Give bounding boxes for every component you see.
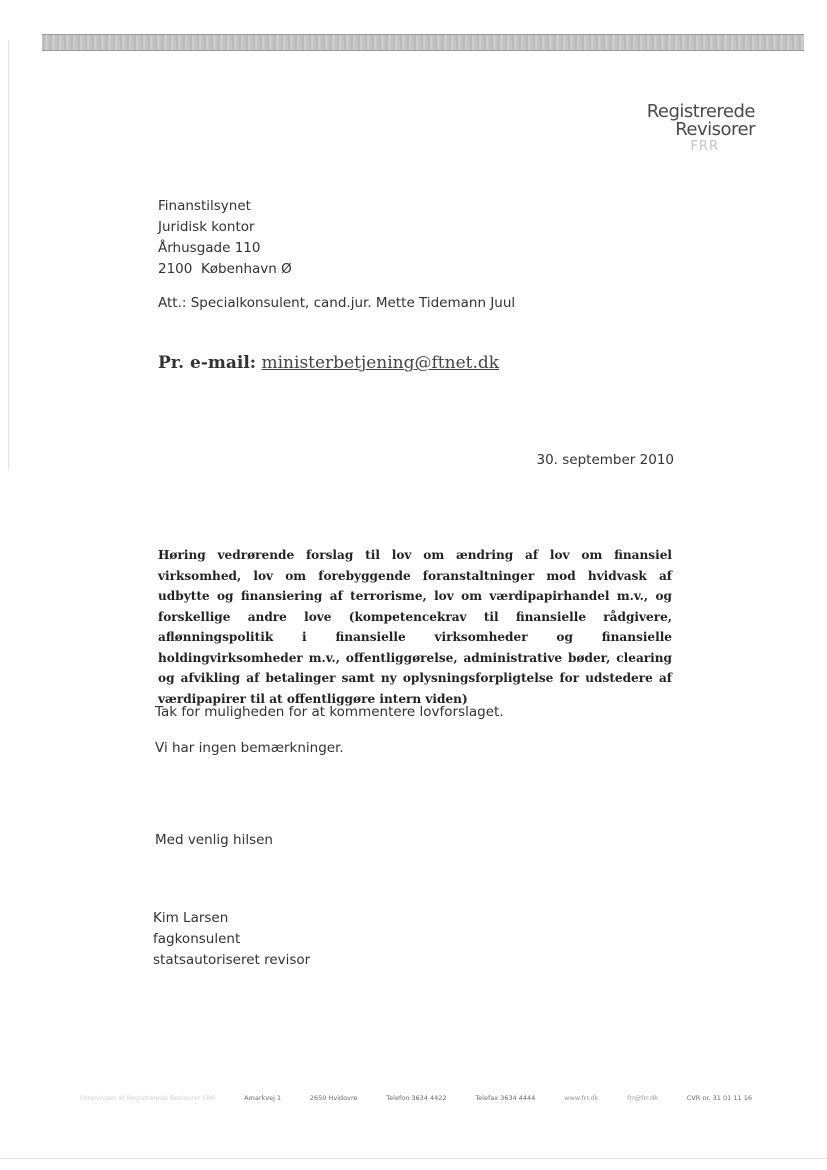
footer-city: 2650 Hvidovre [309,1094,358,1102]
recipient-department: Juridisk kontor [158,219,255,235]
body-paragraph-1: Tak for muligheden for at kommentere lovforslaget. [155,704,504,720]
recipient-name: Finanstilsynet [158,198,251,214]
email-line [158,353,499,373]
frr-logo [647,103,755,155]
footer-mail: frr@frr.dk [627,1094,659,1102]
scan-edge-line [8,40,9,470]
logo-line-3: FRR [690,139,719,154]
logo-line-1: Registrerede [646,101,755,122]
footer-street: Amarkvej 1 [244,1094,282,1102]
footer-org: Foreningen af Registrerede Revisorer FRR [80,1094,216,1102]
attention-line: Att.: Specialkonsulent, cand.jur. Mette Tidemann Juul [158,295,516,311]
closing-greeting: Med venlig hilsen [155,832,273,848]
footer-fax: Telefax 3634 4444 [475,1094,536,1102]
footer-cvr: CVR nr. 31 01 11 16 [686,1094,752,1102]
email-address-link[interactable]: ministerbetjening@ftnet.dk [261,353,500,373]
footer-phone: Telefon 3634 4422 [386,1094,447,1102]
signer-name: Kim Larsen [153,910,229,926]
signer-title: fagkonsulent [153,931,241,947]
email-label: Pr. e-mail: [158,353,257,373]
header-bar [42,34,804,51]
signer-credential: statsautoriseret revisor [153,952,311,968]
letter-footer [80,1094,752,1102]
letter-date: 30. september 2010 [536,452,674,468]
recipient-street: Århusgade 110 [158,240,261,256]
body-paragraph-2: Vi har ingen bemærkninger. [155,740,344,756]
recipient-address [158,196,292,280]
subject-heading: Høring vedrørende forslag til lov om ændring af lov om finansiel virksomhed, lov om forebyggende foranstaltninger mod hvidvask af udbytte og finansiering af terrorisme, lov om værdipapirhandel m.v., og forskellige andre love (kompetencekrav til finansielle rådgivere, aflønningspolitik i finansielle virksomheder og finansielle holdingvirksomheder m.v., offentliggørelse, administrative bøder, clearing og afvikling af betalinger samt ny oplysningsforpligtelse for udstedere af værdipapirer til at offentliggøre intern viden) [158,548,672,706]
recipient-city: 2100 København Ø [158,261,292,277]
footer-web: www.frr.dk [564,1094,599,1102]
signature-block [153,908,310,971]
bottom-edge-line [0,1158,827,1159]
logo-line-2: Revisorer [675,119,755,140]
